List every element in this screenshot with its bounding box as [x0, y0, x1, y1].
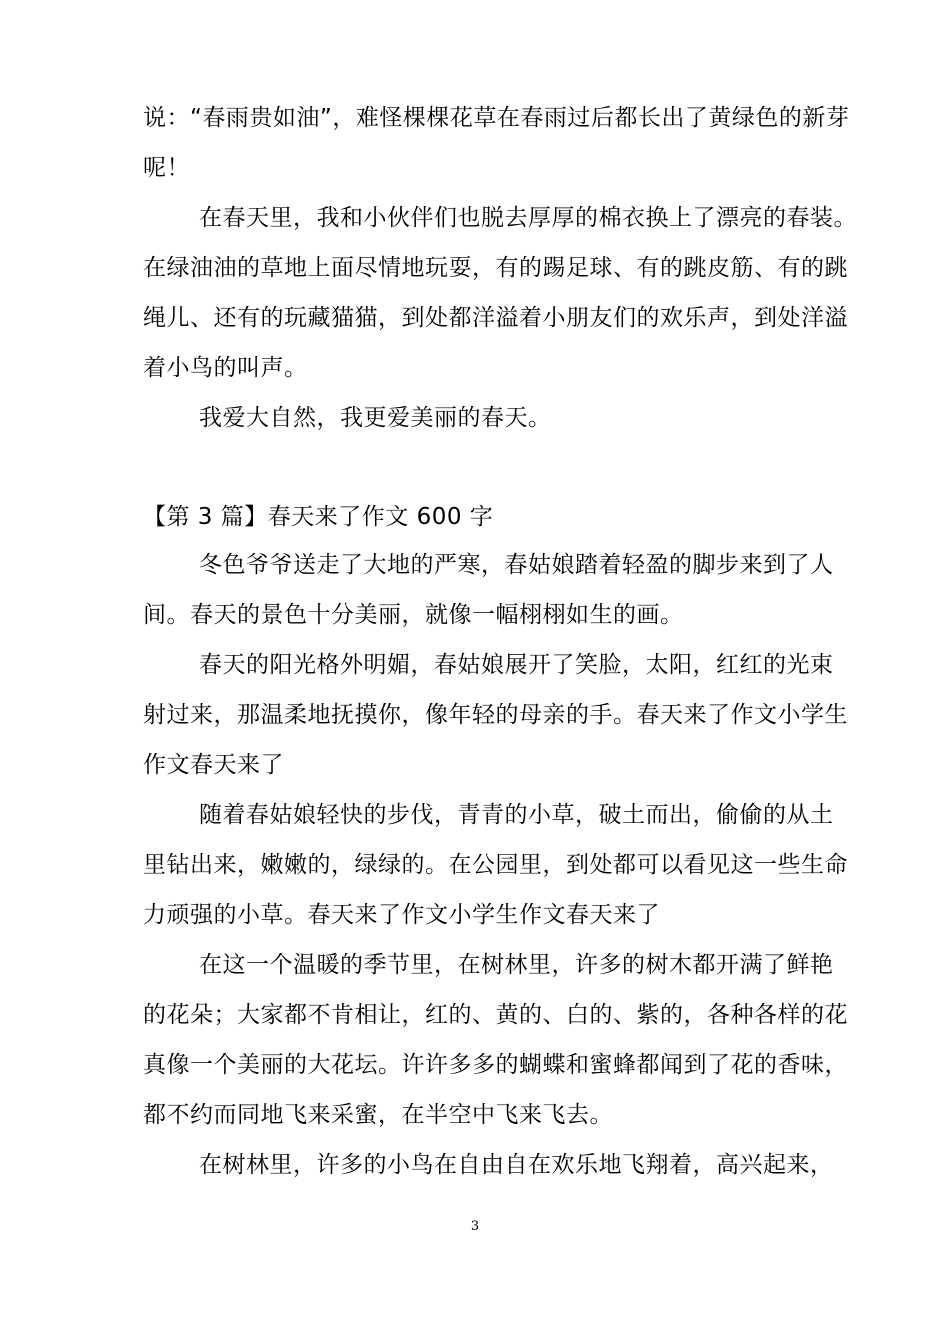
- text-line: 的花朵；大家都不肯相让，红的、黄的、白的、紫的，各种各样的花: [143, 1002, 848, 1028]
- text-line: 射过来，那温柔地抚摸你，像年轻的母亲的手。春天来了作文小学生: [143, 702, 848, 728]
- text-line: 着小鸟的叫声。: [143, 355, 308, 381]
- text-line: 在这一个温暖的季节里，在树林里，许多的树木都开满了鲜艳: [199, 952, 834, 978]
- text-line: 都不约而同地飞来采蜜，在半空中飞来飞去。: [143, 1102, 613, 1128]
- text-line: 绳儿、还有的玩藏猫猫，到处都洋溢着小朋友们的欢乐声，到处洋溢: [143, 305, 848, 331]
- page-number: 3: [470, 1219, 480, 1234]
- section-heading: 【第 3 篇】春天来了作文 600 字: [143, 504, 494, 530]
- text-line: 在树林里，许多的小鸟在自由自在欢乐地飞翔着，高兴起来，: [199, 1152, 834, 1178]
- text-line: 间。春天的景色十分美丽，就像一幅栩栩如生的画。: [143, 602, 684, 628]
- text-line: 春天的阳光格外明媚，春姑娘展开了笑脸，太阳，红红的光束: [199, 652, 834, 678]
- text-line: 在春天里，我和小伙伴们也脱去厚厚的棉衣换上了漂亮的春装。: [199, 205, 857, 231]
- text-line: 随着春姑娘轻快的步伐，青青的小草，破土而出，偷偷的从土: [199, 802, 834, 828]
- text-line: 说：“春雨贵如油”，难怪棵棵花草在春雨过后都长出了黄绿色的新芽: [143, 105, 850, 131]
- text-line: 作文春天来了: [143, 752, 284, 778]
- text-line: 冬色爷爷送走了大地的严寒，春姑娘踏着轻盈的脚步来到了人: [199, 552, 834, 578]
- text-line: 真像一个美丽的大花坛。许许多多的蝴蝶和蜜蜂都闻到了花的香味，: [143, 1052, 848, 1078]
- text-line: 里钻出来，嫩嫩的，绿绿的。在公园里，到处都可以看见这一些生命: [143, 852, 848, 878]
- text-line: 我爱大自然，我更爱美丽的春天。: [199, 405, 552, 431]
- text-line: 力顽强的小草。春天来了作文小学生作文春天来了: [143, 902, 660, 928]
- text-line: 在绿油油的草地上面尽情地玩耍，有的踢足球、有的跳皮筋、有的跳: [143, 255, 848, 281]
- text-line: 呢！: [143, 155, 190, 181]
